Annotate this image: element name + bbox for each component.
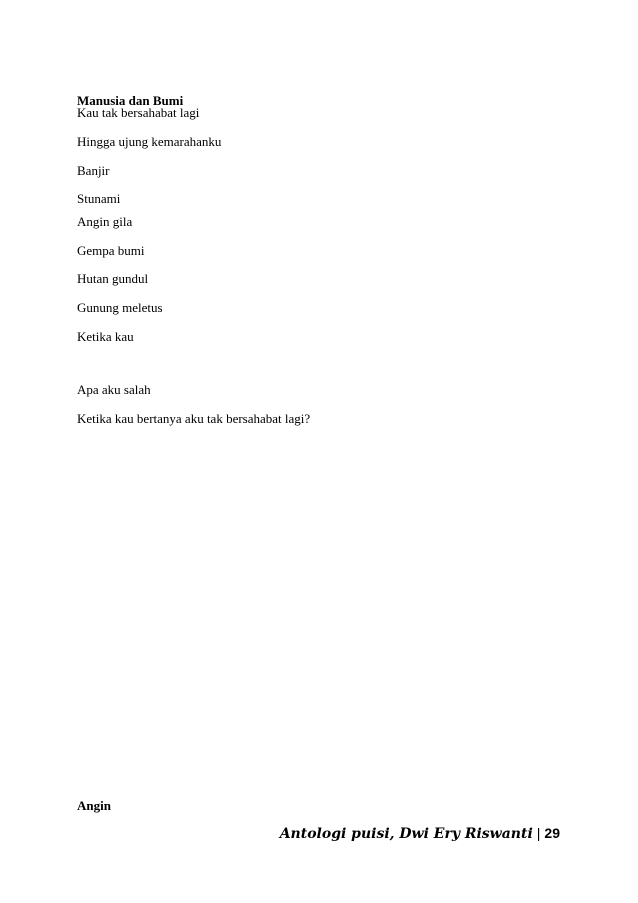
poem-line: Stunami: [77, 191, 121, 206]
poem-line: Gunung meletus: [77, 300, 163, 315]
footer-separator: |: [536, 825, 541, 841]
poem-line: Banjir: [77, 163, 110, 178]
poem-line: Hingga ujung kemarahanku: [77, 134, 222, 149]
footer-book-title: Antologi puisi, Dwi Ery Riswanti: [279, 826, 533, 842]
page-number: 29: [544, 825, 560, 841]
poem-line: Hutan gundul: [77, 271, 149, 286]
poem-title: Manusia dan Bumi: [77, 93, 184, 108]
poem-line: Ketika kau: [77, 329, 134, 344]
poem-line: Angin gila: [77, 214, 133, 229]
poem-line: Ketika kau bertanya aku tak bersahabat lagi?: [77, 411, 311, 426]
poem-line: Apa aku salah: [77, 382, 151, 397]
next-poem-title: Angin: [77, 798, 111, 813]
poem-line: Kau tak bersahabat lagi: [77, 105, 200, 120]
poem-line: Gempa bumi: [77, 243, 145, 258]
page-footer: [280, 824, 560, 844]
